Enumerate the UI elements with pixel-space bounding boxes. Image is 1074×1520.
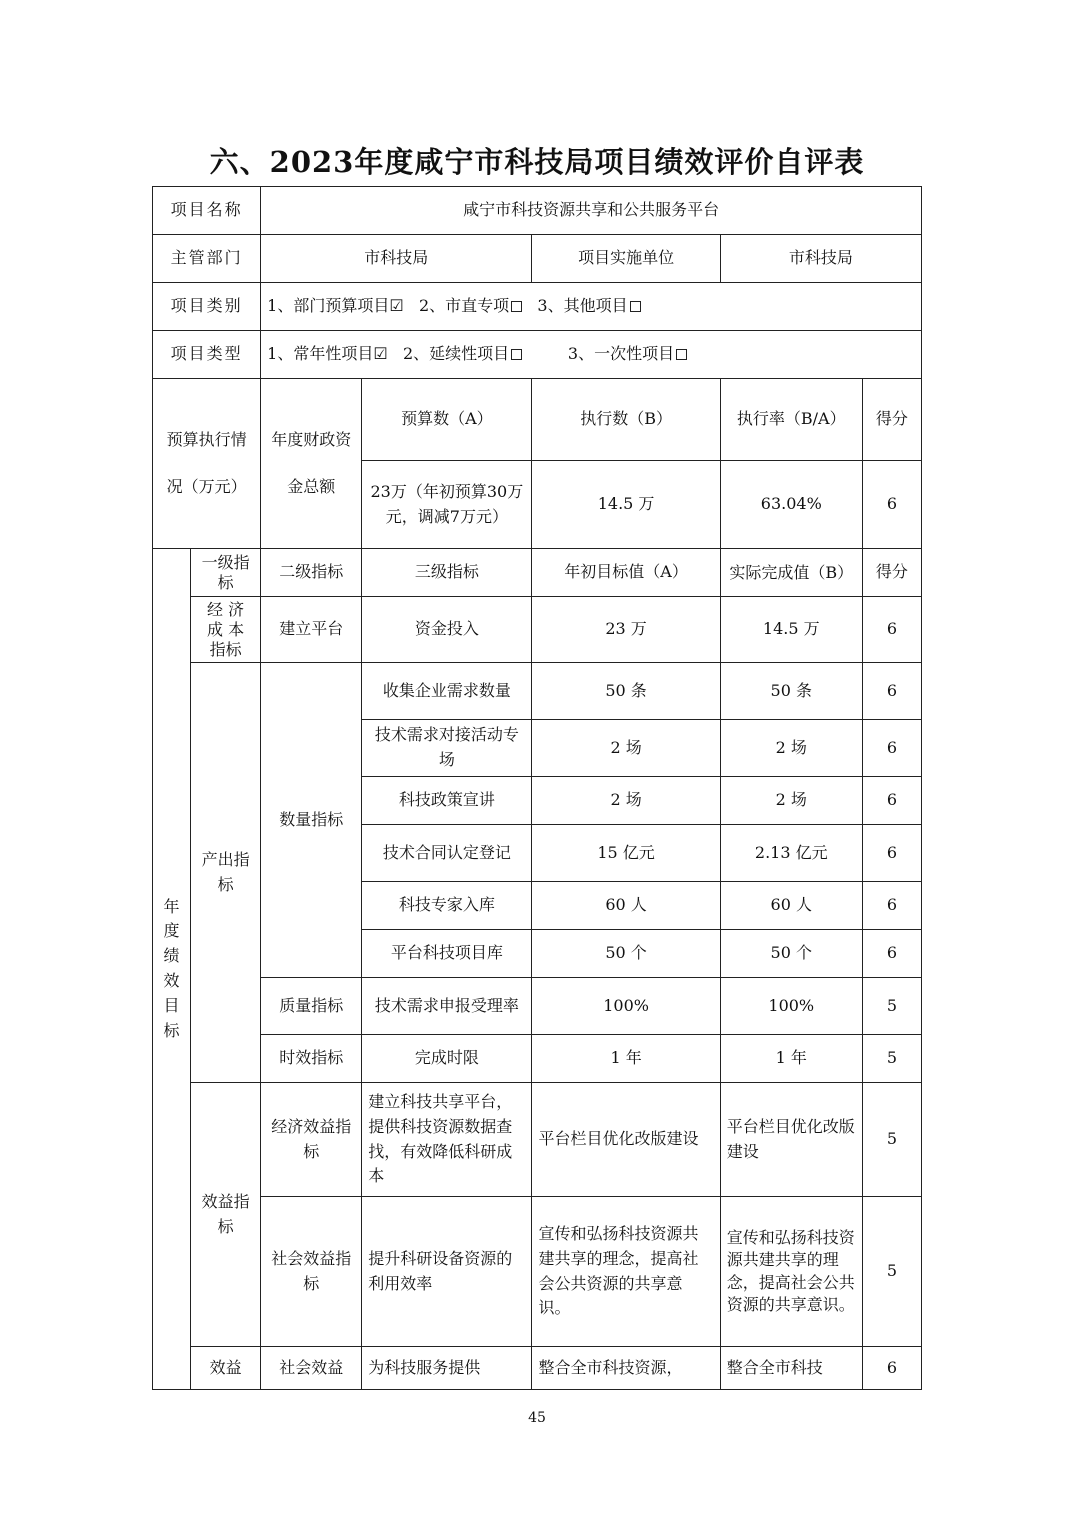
time-score: 5 [862, 1035, 921, 1083]
econ-cost-actual: 14.5 万 [720, 597, 862, 663]
quality-l2: 质量指标 [261, 978, 362, 1035]
table-row-target: 2 场 [532, 720, 720, 777]
table-row-score: 6 [862, 777, 921, 825]
table-row-target: 50 条 [532, 663, 720, 720]
project-name-value: 咸宁市科技资源共享和公共服务平台 [261, 187, 922, 235]
table-row-score: 6 [862, 882, 921, 930]
social-actual: 宣传和弘扬科技资源共建共享的理念，提高社会公共资源的共享意识。 [720, 1197, 862, 1347]
quality-l3: 技术需求申报受理率 [362, 978, 532, 1035]
type-label: 项目类型 [153, 331, 261, 379]
dept-label: 主管部门 [153, 235, 261, 283]
social-score: 5 [862, 1197, 921, 1347]
table-row-target: 60 人 [532, 882, 720, 930]
quality-score: 5 [862, 978, 921, 1035]
unchecked-box-icon [676, 349, 687, 360]
table-row-target: 2 场 [532, 777, 720, 825]
impl-value: 市科技局 [720, 235, 921, 283]
unchecked-box-icon [511, 349, 522, 360]
rate-col-header: 执行率（B/A） [720, 379, 862, 461]
impl-label: 项目实施单位 [532, 235, 720, 283]
quantity-l2: 数量指标 [261, 663, 362, 978]
category-options [261, 283, 922, 331]
table-row-l3: 科技政策宣讲 [362, 777, 532, 825]
table-row-l3: 技术需求对接活动专场 [362, 720, 532, 777]
table-row-score: 6 [862, 663, 921, 720]
last-l2: 社会效益 [261, 1347, 362, 1390]
dept-value: 市科技局 [261, 235, 532, 283]
type-option-1: 1、常年性项目☑ [267, 344, 388, 364]
category-label: 项目类别 [153, 283, 261, 331]
econ-benefit-l3: 建立科技共享平台，提供科技资源数据查找，有效降低科研成本 [362, 1083, 532, 1197]
econ-cost-score: 6 [862, 597, 921, 663]
social-target: 宣传和弘扬科技资源共建共享的理念，提高社会公共资源的共享意识。 [532, 1197, 720, 1347]
budget-col-header: 预算数（A） [362, 379, 532, 461]
table-row-actual: 50 个 [720, 930, 862, 978]
budget-value: 23万（年初预算30万元，调减7万元） [362, 461, 532, 549]
header-l2: 二级指标 [261, 549, 362, 597]
quality-target: 100% [532, 978, 720, 1035]
unchecked-box-icon [630, 301, 641, 312]
econ-cost-target: 23 万 [532, 597, 720, 663]
table-row-actual: 60 人 [720, 882, 862, 930]
table-row-score: 6 [862, 930, 921, 978]
table-row-l3: 技术合同认定登记 [362, 825, 532, 882]
social-l3: 提升科研设备资源的利用效率 [362, 1197, 532, 1347]
output-l1: 产出指标 [191, 663, 261, 1083]
time-l2: 时效指标 [261, 1035, 362, 1083]
category-option-1: 1、部门预算项目☑ [267, 296, 404, 316]
page-number: 45 [528, 1410, 546, 1426]
exec-col-header: 执行数（B） [532, 379, 720, 461]
time-target: 1 年 [532, 1035, 720, 1083]
header-l1: 一级指标 [191, 549, 261, 597]
time-actual: 1 年 [720, 1035, 862, 1083]
category-option-3: 3、其他项目 [537, 296, 628, 316]
econ-benefit-l2: 经济效益指标 [261, 1083, 362, 1197]
unchecked-box-icon [511, 301, 522, 312]
rate-value: 63.04% [720, 461, 862, 549]
table-row-actual: 2 场 [720, 777, 862, 825]
econ-cost-l1: 经 济 成 本 指标 [191, 597, 261, 663]
table-row-actual: 2 场 [720, 720, 862, 777]
category-option-2: 2、市直专项 [418, 296, 510, 316]
last-target: 整合全市科技资源， [532, 1347, 720, 1390]
econ-benefit-actual: 平台栏目优化改版建设 [720, 1083, 862, 1197]
fund-label: 年度财政资金总额 [261, 379, 362, 549]
benefit-l1: 效益指标 [191, 1083, 261, 1347]
type-option-3: 3、一次性项目 [567, 344, 675, 364]
header-score: 得分 [862, 549, 921, 597]
social-l2: 社会效益指标 [261, 1197, 362, 1347]
table-row-l3: 平台科技项目库 [362, 930, 532, 978]
table-row-l3: 收集企业需求数量 [362, 663, 532, 720]
econ-cost-l3: 资金投入 [362, 597, 532, 663]
type-options [261, 331, 922, 379]
header-l3: 三级指标 [362, 549, 532, 597]
table-row-score: 6 [862, 720, 921, 777]
page-title: 六、2023年度咸宁市科技局项目绩效评价自评表 [209, 145, 865, 179]
evaluation-table [152, 186, 922, 1390]
table-row-target: 50 个 [532, 930, 720, 978]
econ-cost-l2: 建立平台 [261, 597, 362, 663]
table-row-target: 15 亿元 [532, 825, 720, 882]
table-row-l3: 科技专家入库 [362, 882, 532, 930]
last-l1: 效益 [191, 1347, 261, 1390]
budget-label: 预算执行情况（万元） [153, 379, 261, 549]
header-target: 年初目标值（A） [532, 549, 720, 597]
annual-goal-label: 年 度 绩 效 目 标 [153, 549, 191, 1390]
table-row-score: 6 [862, 825, 921, 882]
project-name-label: 项目名称 [153, 187, 261, 235]
last-actual: 整合全市科技 [720, 1347, 862, 1390]
header-actual: 实际完成值（B） [720, 549, 862, 597]
quality-actual: 100% [720, 978, 862, 1035]
econ-benefit-target: 平台栏目优化改版建设 [532, 1083, 720, 1197]
type-option-2: 2、延续性项目 [402, 344, 510, 364]
exec-value: 14.5 万 [532, 461, 720, 549]
econ-benefit-score: 5 [862, 1083, 921, 1197]
time-l3: 完成时限 [362, 1035, 532, 1083]
score-col-header: 得分 [862, 379, 921, 461]
last-score: 6 [862, 1347, 921, 1390]
budget-score: 6 [862, 461, 921, 549]
table-row-actual: 50 条 [720, 663, 862, 720]
last-l3: 为科技服务提供 [362, 1347, 532, 1390]
table-row-actual: 2.13 亿元 [720, 825, 862, 882]
